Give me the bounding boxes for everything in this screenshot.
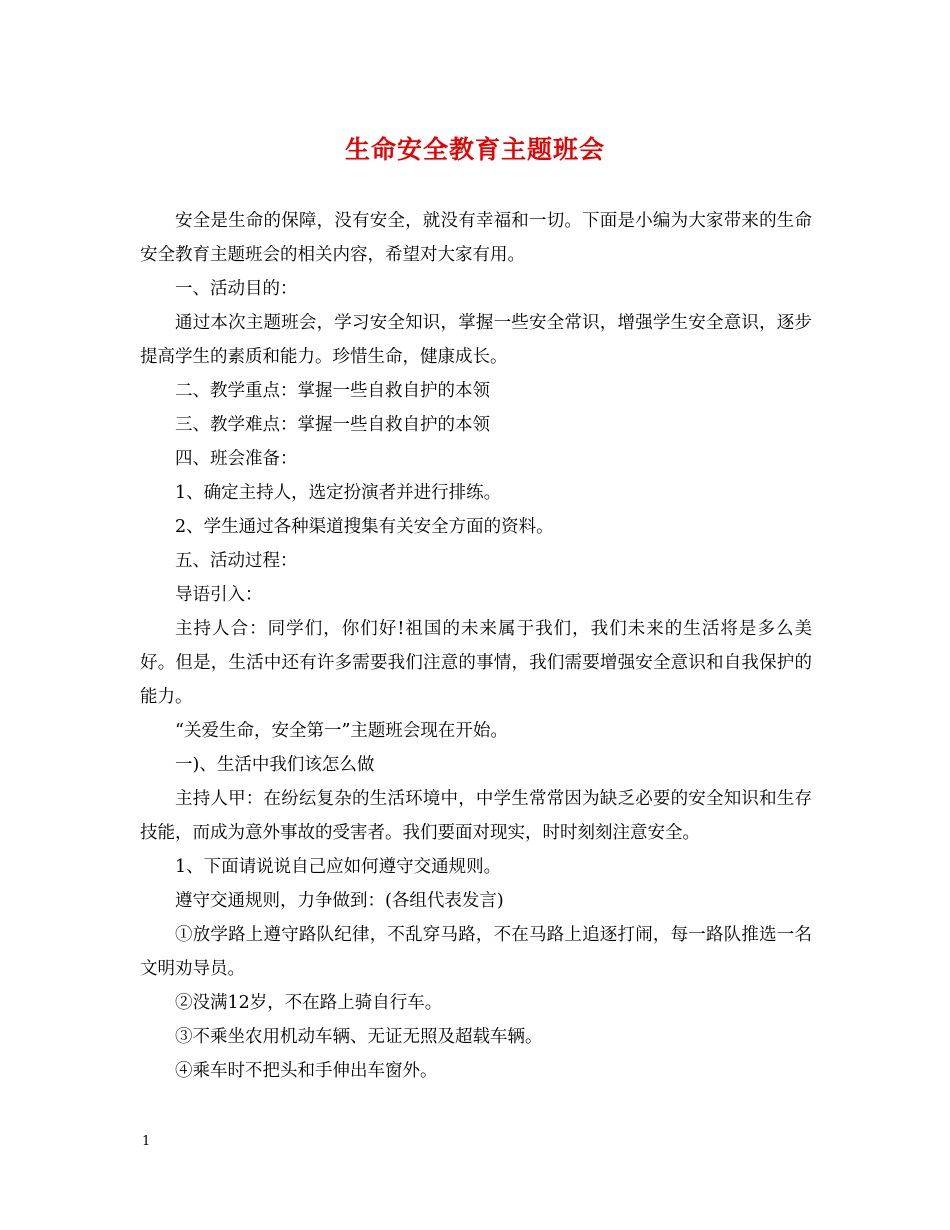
document-body xyxy=(140,204,812,1088)
list-item-rule-4: ④乘车时不把头和手伸出车窗外。 xyxy=(175,1061,438,1081)
heading-preparation: 四、班会准备： xyxy=(175,449,298,469)
paragraph-intro: 安全是生命的保障，没有安全，就没有幸福和一切。下面是小编为大家带来的生命安全教育主题班会的相关内容，希望对大家有用。 xyxy=(140,211,812,265)
paragraph-host-a: 主持人甲：在纷纭复杂的生活环境中，中学生常常因为缺乏必要的安全知识和生存技能，而成为意外事故的受害者。我们要面对现实，时时刻刻注意安全。 xyxy=(140,789,812,843)
paragraph-host-opening: 主持人合：同学们，你们好!祖国的未来属于我们，我们未来的生活将是多么美好。但是，生活中还有许多需要我们注意的事情，我们需要增强安全意识和自我保护的能力。 xyxy=(140,619,812,707)
page-number: 1 xyxy=(142,1134,151,1149)
list-item-preparation-1: 1、确定主持人，选定扮演者并进行排练。 xyxy=(175,483,502,503)
subheading-introduction: 导语引入： xyxy=(175,585,263,605)
paragraph-meeting-start: “关爱生命，安全第一”主题班会现在开始。 xyxy=(175,721,508,741)
paragraph-activity-goal: 通过本次主题班会，学习安全知识，掌握一些安全常识，增强学生安全意识，逐步提高学生的素质和能力。珍惜生命，健康成长。 xyxy=(140,313,812,367)
heading-activity-process: 五、活动过程： xyxy=(175,551,298,571)
heading-teaching-focus: 二、教学重点：掌握一些自救自护的本领 xyxy=(175,381,490,401)
list-item-preparation-2: 2、学生通过各种渠道搜集有关安全方面的资料。 xyxy=(175,517,554,537)
document-title: 生命安全教育主题班会 xyxy=(344,135,605,164)
list-item-traffic-rules: 1、下面请说说自己应如何遵守交通规则。 xyxy=(175,857,502,877)
list-item-rule-1: ①放学路上遵守路队纪律，不乱穿马路，不在马路上追逐打闹，每一路队推选一名文明劝导员。 xyxy=(140,925,812,979)
heading-activity-goal: 一、活动目的： xyxy=(175,279,298,299)
list-item-rule-3: ③不乘坐农用机动车辆、无证无照及超载车辆。 xyxy=(175,1027,543,1047)
list-item-rule-2: ②没满12岁，不在路上骑自行车。 xyxy=(175,993,443,1013)
subheading-daily-life: 一)、生活中我们该怎么做 xyxy=(175,755,375,775)
heading-teaching-difficulty: 三、教学难点：掌握一些自救自护的本领 xyxy=(175,415,490,435)
paragraph-traffic-commitment: 遵守交通规则，力争做到：(各组代表发言) xyxy=(175,891,504,911)
